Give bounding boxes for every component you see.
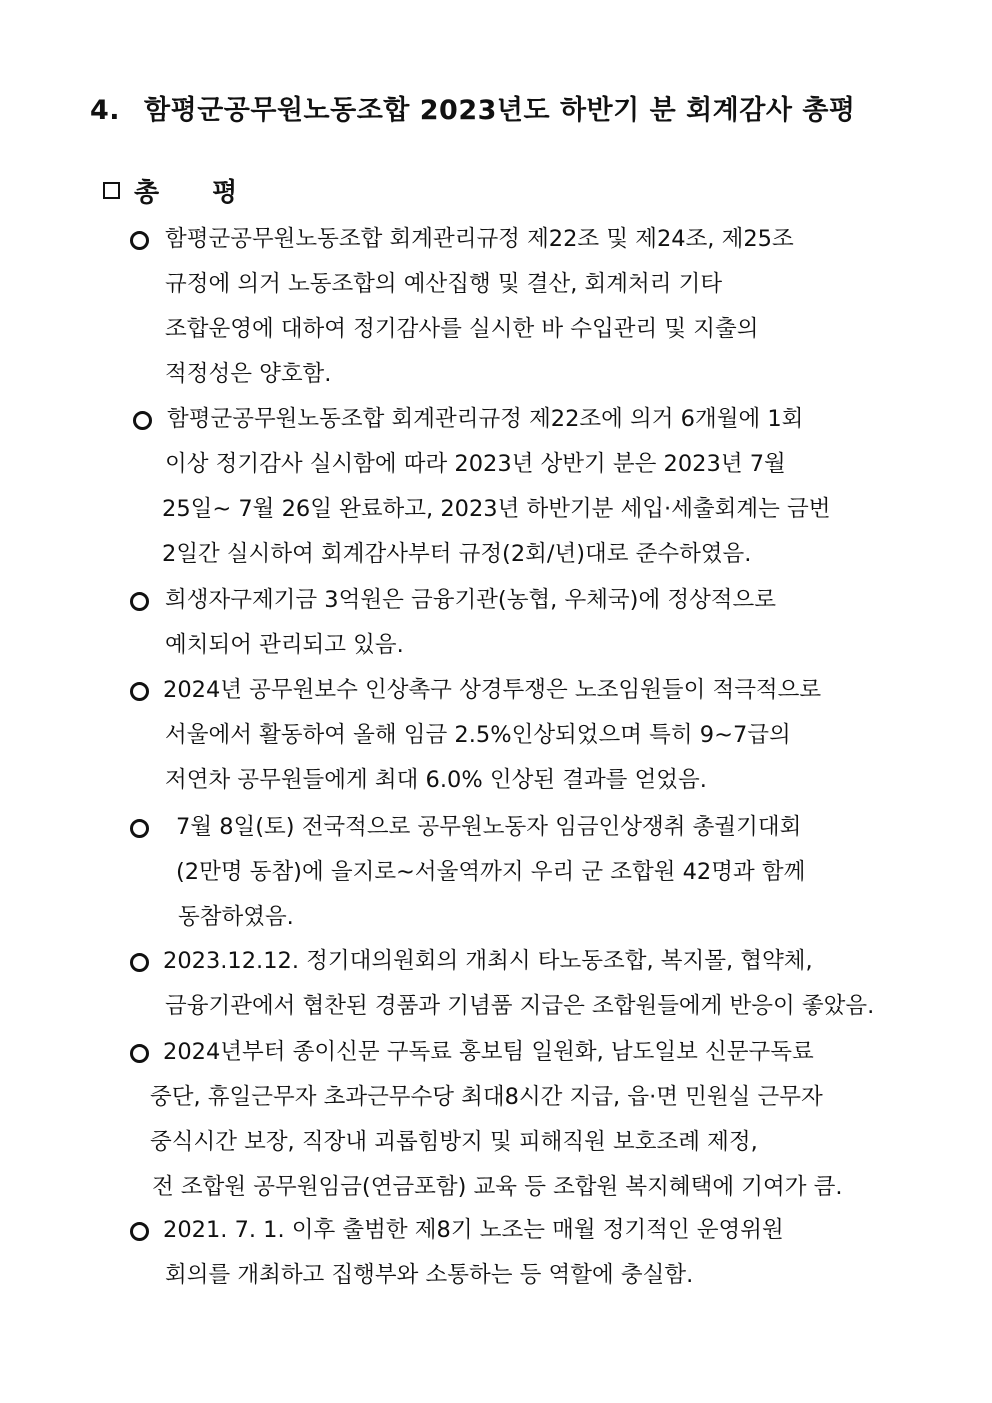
circle-bullet-icon [130, 1044, 149, 1063]
item-line: 2024년 공무원보수 인상촉구 상경투쟁은 노조임원들이 적극적으로 [163, 677, 822, 703]
item-line: 2일간 실시하여 회계감사부터 규정(2회/년)대로 준수하였음. [162, 541, 752, 567]
section-heading [103, 172, 259, 209]
item-line: 25일~ 7월 26일 완료하고, 2023년 하반기분 세입·세출회계는 금번 [162, 496, 831, 522]
item-line: 7월 8일(토) 전국적으로 공무원노동자 임금인상쟁취 총궐기대회 [176, 814, 802, 840]
item-line: 예치되어 관리되고 있음. [165, 632, 404, 658]
circle-bullet-icon [130, 1222, 149, 1241]
title-text: 함평군공무원노동조합 2023년도 하반기 분 회계감사 총평 [144, 95, 856, 126]
circle-bullet-icon [133, 411, 152, 430]
circle-bullet-icon [130, 592, 149, 611]
item-line: 중식시간 보장, 직장내 괴롭힘방지 및 피해직원 보호조례 제정, [150, 1129, 758, 1155]
item-line: 희생자구제기금 3억원은 금융기관(농협, 우체국)에 정상적으로 [165, 587, 777, 613]
item-line: 회의를 개최하고 집행부와 소통하는 등 역할에 충실함. [165, 1262, 694, 1288]
item-line: 2021. 7. 1. 이후 출범한 제8기 노조는 매월 정기적인 운영위원 [163, 1217, 784, 1243]
document-title [90, 88, 856, 127]
square-bullet-icon [103, 182, 120, 199]
item-line: 서울에서 활동하여 올해 임금 2.5%인상되었으며 특히 9~7급의 [165, 722, 791, 748]
item-line: 2023.12.12. 정기대의원회의 개최시 타노동조합, 복지몰, 협약체, [163, 948, 813, 974]
item-line: 적정성은 양호함. [165, 361, 332, 387]
item-line: 규정에 의거 노동조합의 예산집행 및 결산, 회계처리 기타 [165, 271, 723, 297]
item-line: 저연차 공무원들에게 최대 6.0% 인상된 결과를 얻었음. [165, 767, 707, 793]
item-line: 2024년부터 종이신문 구독료 홍보팀 일원화, 남도일보 신문구독료 [163, 1039, 814, 1065]
item-line: 함평군공무원노동조합 회계관리규정 제22조에 의거 6개월에 1회 [167, 406, 804, 432]
circle-bullet-icon [130, 231, 149, 250]
item-line: 전 조합원 공무원임금(연금포함) 교육 등 조합원 복지혜택에 기여가 큼. [152, 1174, 843, 1200]
circle-bullet-icon [130, 819, 149, 838]
circle-bullet-icon [130, 682, 149, 701]
item-line: 이상 정기감사 실시함에 따라 2023년 상반기 분은 2023년 7월 [165, 451, 786, 477]
item-line: 조합운영에 대하여 정기감사를 실시한 바 수입관리 및 지출의 [165, 316, 759, 342]
item-line: 금융기관에서 협찬된 경품과 기념품 지급은 조합원들에게 반응이 좋았음. [165, 993, 875, 1019]
circle-bullet-icon [130, 953, 149, 972]
item-line: 동참하였음. [178, 904, 294, 930]
section-label: 총 평 [134, 178, 260, 208]
item-line: 함평군공무원노동조합 회계관리규정 제22조 및 제24조, 제25조 [165, 226, 794, 252]
title-number: 4. [90, 95, 121, 126]
item-line: (2만명 동참)에 을지로~서울역까지 우리 군 조합원 42명과 함께 [176, 859, 806, 885]
item-line: 중단, 휴일근무자 초과근무수당 최대8시간 지급, 읍·면 민원실 근무자 [150, 1084, 823, 1110]
